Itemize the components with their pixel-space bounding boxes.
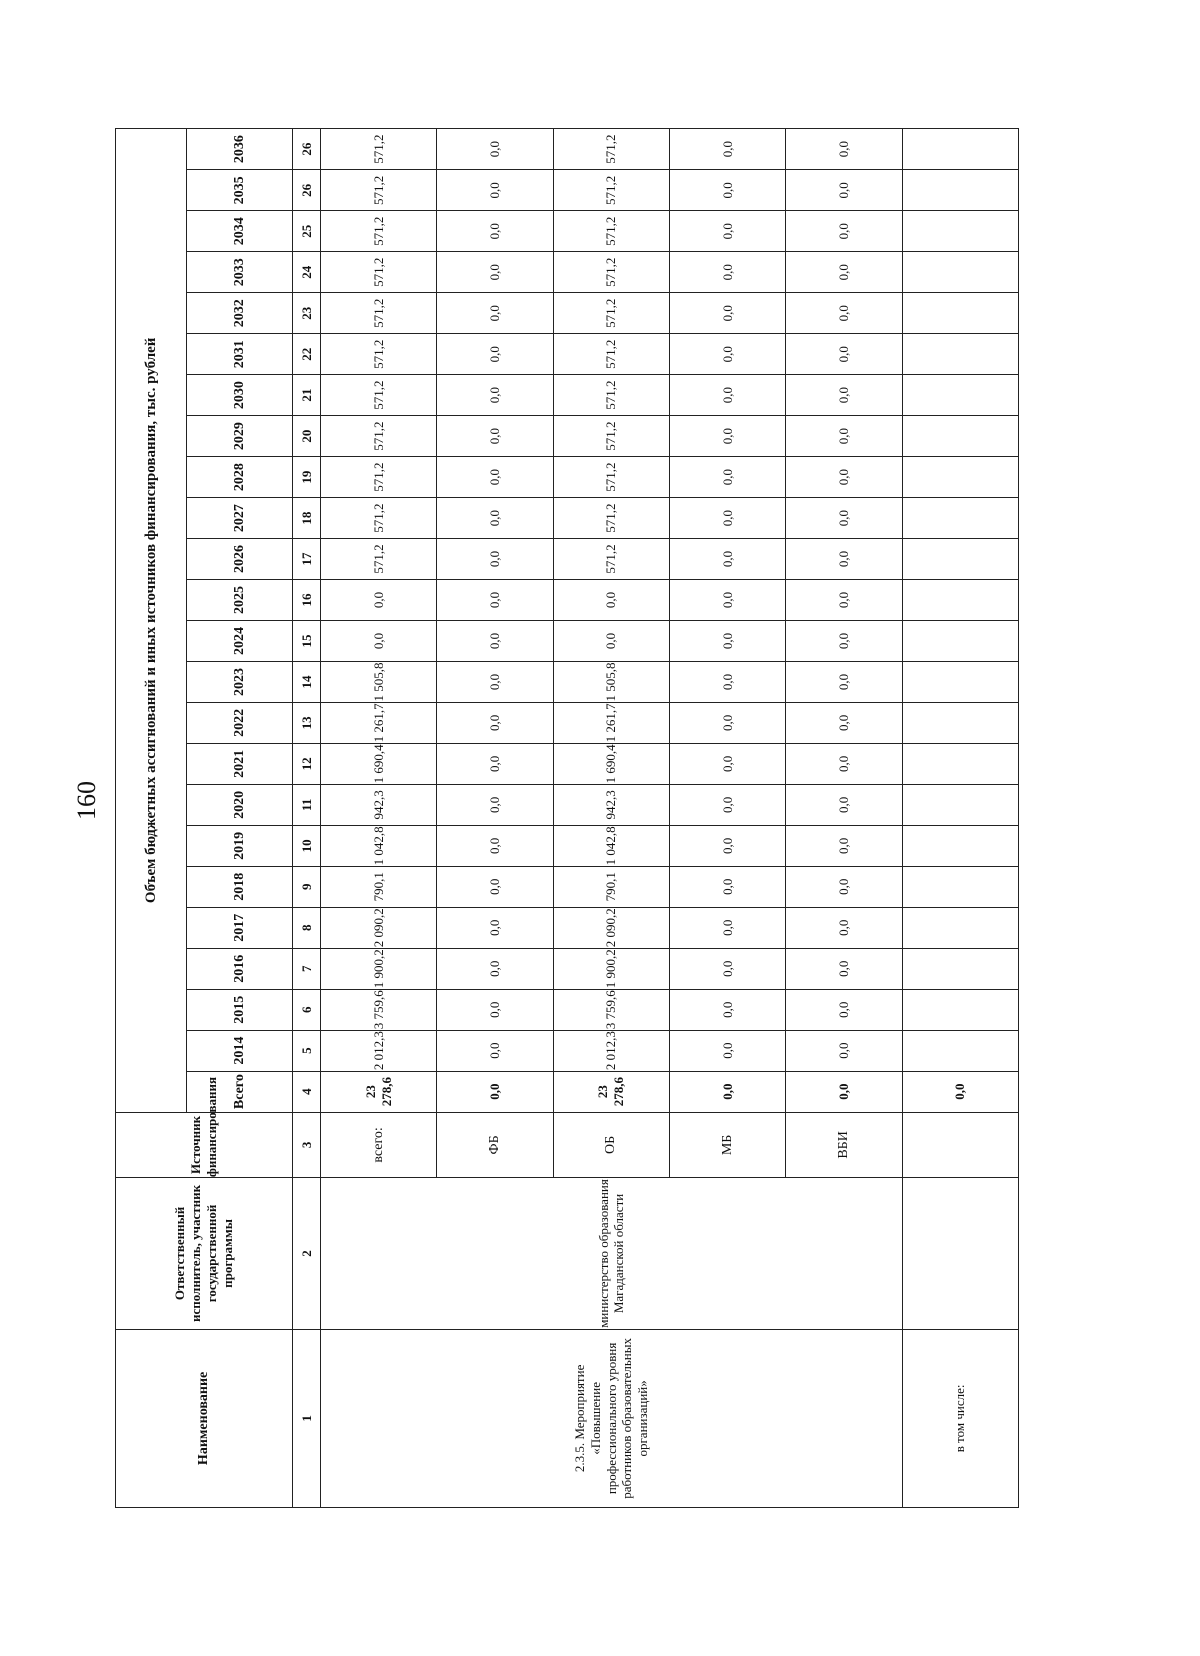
column-index: 6 xyxy=(293,989,321,1030)
header-total: Всего xyxy=(187,1071,293,1112)
value-cell: 0,0 xyxy=(669,129,785,170)
total-cell: 0,0 xyxy=(437,1071,553,1112)
value-cell: 0,0 xyxy=(786,170,902,211)
value-cell: 0,0 xyxy=(669,1030,785,1071)
value-cell: 0,0 xyxy=(669,416,785,457)
value-cell: 0,0 xyxy=(786,457,902,498)
value-cell: 1 505,8 xyxy=(321,661,437,702)
value-cell: 0,0 xyxy=(786,825,902,866)
empty-cell xyxy=(902,1112,1018,1178)
table-body xyxy=(321,129,1019,1508)
value-cell: 0,0 xyxy=(437,621,553,662)
empty-cell xyxy=(902,252,1018,293)
column-index: 12 xyxy=(293,743,321,784)
value-cell: 0,0 xyxy=(437,293,553,334)
header-year: 2019 xyxy=(187,825,293,866)
value-cell: 0,0 xyxy=(669,334,785,375)
source-cell: ОБ xyxy=(553,1112,669,1178)
header-year: 2033 xyxy=(187,252,293,293)
value-cell: 0,0 xyxy=(786,866,902,907)
value-cell: 0,0 xyxy=(437,989,553,1030)
empty-cell xyxy=(902,825,1018,866)
value-cell: 1 690,4 xyxy=(321,743,437,784)
column-index: 17 xyxy=(293,539,321,580)
value-cell: 0,0 xyxy=(321,621,437,662)
column-index: 11 xyxy=(293,784,321,825)
column-index: 4 xyxy=(293,1071,321,1112)
empty-cell xyxy=(902,457,1018,498)
value-cell: 571,2 xyxy=(553,252,669,293)
value-cell: 571,2 xyxy=(321,416,437,457)
value-cell: 0,0 xyxy=(786,907,902,948)
value-cell: 0,0 xyxy=(669,948,785,989)
empty-cell xyxy=(902,989,1018,1030)
empty-cell xyxy=(902,948,1018,989)
empty-cell xyxy=(902,539,1018,580)
value-cell: 571,2 xyxy=(553,170,669,211)
value-cell: 0,0 xyxy=(786,498,902,539)
value-cell: 0,0 xyxy=(437,129,553,170)
value-cell: 0,0 xyxy=(669,866,785,907)
value-cell: 1 900,2 xyxy=(321,948,437,989)
value-cell: 942,3 xyxy=(553,784,669,825)
value-cell: 942,3 xyxy=(321,784,437,825)
value-cell: 0,0 xyxy=(786,661,902,702)
value-cell: 0,0 xyxy=(437,1030,553,1071)
empty-cell xyxy=(902,702,1018,743)
value-cell: 0,0 xyxy=(786,948,902,989)
value-cell: 0,0 xyxy=(321,580,437,621)
empty-cell xyxy=(902,907,1018,948)
value-cell: 571,2 xyxy=(321,211,437,252)
empty-cell xyxy=(902,866,1018,907)
value-cell: 0,0 xyxy=(437,784,553,825)
measure-name: 2.3.5. Мероприятие «Повышение профессионального уровня работников образовательных организаций» xyxy=(321,1329,903,1507)
header-source: Источник финансирования xyxy=(116,1112,293,1178)
header-name: Наименование xyxy=(116,1329,293,1507)
column-index: 18 xyxy=(293,498,321,539)
value-cell: 0,0 xyxy=(437,334,553,375)
financing-table xyxy=(115,128,1019,1508)
value-cell: 0,0 xyxy=(669,252,785,293)
value-cell: 0,0 xyxy=(786,375,902,416)
value-cell: 0,0 xyxy=(669,170,785,211)
value-cell: 571,2 xyxy=(321,334,437,375)
value-cell: 571,2 xyxy=(321,293,437,334)
column-index: 22 xyxy=(293,334,321,375)
value-cell: 0,0 xyxy=(669,580,785,621)
header-year: 2034 xyxy=(187,211,293,252)
header-year: 2018 xyxy=(187,866,293,907)
value-cell: 1 690,4 xyxy=(553,743,669,784)
empty-cell xyxy=(902,498,1018,539)
value-cell: 0,0 xyxy=(437,702,553,743)
empty-cell xyxy=(902,661,1018,702)
value-cell: 571,2 xyxy=(553,334,669,375)
value-cell: 790,1 xyxy=(321,866,437,907)
value-cell: 0,0 xyxy=(669,702,785,743)
column-index: 7 xyxy=(293,948,321,989)
value-cell: 571,2 xyxy=(321,457,437,498)
value-cell: 0,0 xyxy=(786,293,902,334)
header-year: 2022 xyxy=(187,702,293,743)
value-cell: 0,0 xyxy=(437,866,553,907)
value-cell: 0,0 xyxy=(669,498,785,539)
header-year: 2020 xyxy=(187,784,293,825)
value-cell: 0,0 xyxy=(669,293,785,334)
value-cell: 0,0 xyxy=(437,539,553,580)
value-cell: 0,0 xyxy=(437,457,553,498)
value-cell: 571,2 xyxy=(553,539,669,580)
header-index-row xyxy=(293,129,321,1508)
column-index: 21 xyxy=(293,375,321,416)
header-year: 2035 xyxy=(187,170,293,211)
header-year: 2024 xyxy=(187,621,293,662)
header-year: 2028 xyxy=(187,457,293,498)
empty-cell xyxy=(902,1030,1018,1071)
column-index: 20 xyxy=(293,416,321,457)
value-cell: 0,0 xyxy=(786,1030,902,1071)
source-cell: ФБ xyxy=(437,1112,553,1178)
value-cell: 0,0 xyxy=(669,457,785,498)
value-cell: 0,0 xyxy=(786,702,902,743)
value-cell: 0,0 xyxy=(437,825,553,866)
value-cell: 571,2 xyxy=(553,375,669,416)
value-cell: 0,0 xyxy=(669,907,785,948)
value-cell: 0,0 xyxy=(669,989,785,1030)
value-cell: 1 261,7 xyxy=(553,702,669,743)
total-cell: 23 278,6 xyxy=(553,1071,669,1112)
value-cell: 2 090,2 xyxy=(321,907,437,948)
value-cell: 571,2 xyxy=(553,293,669,334)
header-year: 2026 xyxy=(187,539,293,580)
value-cell: 0,0 xyxy=(437,661,553,702)
column-index: 14 xyxy=(293,661,321,702)
column-index: 26 xyxy=(293,129,321,170)
table-row-subtotal xyxy=(902,129,1018,1508)
value-cell: 0,0 xyxy=(669,784,785,825)
empty-cell xyxy=(902,1178,1018,1330)
total-cell: 23 278,6 xyxy=(321,1071,437,1112)
empty-cell xyxy=(902,211,1018,252)
empty-cell xyxy=(902,375,1018,416)
value-cell: 571,2 xyxy=(553,457,669,498)
value-cell: 0,0 xyxy=(786,580,902,621)
header-year: 2032 xyxy=(187,293,293,334)
header-year: 2016 xyxy=(187,948,293,989)
value-cell: 571,2 xyxy=(553,416,669,457)
value-cell: 571,2 xyxy=(321,498,437,539)
value-cell: 571,2 xyxy=(321,252,437,293)
column-index: 1 xyxy=(293,1329,321,1507)
value-cell: 571,2 xyxy=(321,170,437,211)
value-cell: 1 261,7 xyxy=(321,702,437,743)
value-cell: 0,0 xyxy=(786,784,902,825)
value-cell: 0,0 xyxy=(669,375,785,416)
value-cell: 3 759,6 xyxy=(553,989,669,1030)
value-cell: 0,0 xyxy=(786,416,902,457)
column-index: 3 xyxy=(293,1112,321,1178)
value-cell: 0,0 xyxy=(669,539,785,580)
value-cell: 0,0 xyxy=(669,661,785,702)
empty-cell xyxy=(902,743,1018,784)
value-cell: 0,0 xyxy=(786,129,902,170)
value-cell: 0,0 xyxy=(437,252,553,293)
value-cell: 0,0 xyxy=(669,825,785,866)
header-year: 2015 xyxy=(187,989,293,1030)
value-cell: 0,0 xyxy=(437,743,553,784)
value-cell: 0,0 xyxy=(437,907,553,948)
value-cell: 3 759,6 xyxy=(321,989,437,1030)
column-index: 5 xyxy=(293,1030,321,1071)
value-cell: 790,1 xyxy=(553,866,669,907)
value-cell: 1 900,2 xyxy=(553,948,669,989)
value-cell: 0,0 xyxy=(786,211,902,252)
column-index: 13 xyxy=(293,702,321,743)
empty-cell xyxy=(902,621,1018,662)
column-index: 10 xyxy=(293,825,321,866)
header-row-1 xyxy=(116,129,187,1508)
header-year: 2023 xyxy=(187,661,293,702)
empty-cell xyxy=(902,580,1018,621)
column-index: 15 xyxy=(293,621,321,662)
value-cell: 0,0 xyxy=(786,539,902,580)
empty-cell xyxy=(902,293,1018,334)
value-cell: 0,0 xyxy=(669,743,785,784)
empty-cell xyxy=(902,784,1018,825)
value-cell: 0,0 xyxy=(553,621,669,662)
empty-cell xyxy=(902,334,1018,375)
value-cell: 2 012,3 xyxy=(553,1030,669,1071)
value-cell: 2 012,3 xyxy=(321,1030,437,1071)
column-index: 24 xyxy=(293,252,321,293)
value-cell: 571,2 xyxy=(321,375,437,416)
empty-cell xyxy=(902,129,1018,170)
column-index: 26 xyxy=(293,170,321,211)
value-cell: 571,2 xyxy=(321,129,437,170)
subrow-total: 0,0 xyxy=(902,1071,1018,1112)
header-year: 2017 xyxy=(187,907,293,948)
page-number-wrap xyxy=(70,760,110,840)
value-cell: 571,2 xyxy=(321,539,437,580)
page-number: 160 xyxy=(72,781,101,820)
value-cell: 1 042,8 xyxy=(321,825,437,866)
value-cell: 571,2 xyxy=(553,211,669,252)
header-year: 2030 xyxy=(187,375,293,416)
value-cell: 571,2 xyxy=(553,498,669,539)
source-cell: ВБИ xyxy=(786,1112,902,1178)
column-index: 9 xyxy=(293,866,321,907)
responsible-executor: министерство образования Магаданской области xyxy=(321,1178,903,1330)
header-volume: Объем бюджетных ассигнований и иных источников финансирования, тыс. рублей xyxy=(116,129,187,1113)
header-responsible: Ответственный исполнитель, участник государственной программы xyxy=(116,1178,293,1330)
value-cell: 571,2 xyxy=(553,129,669,170)
value-cell: 0,0 xyxy=(437,498,553,539)
value-cell: 0,0 xyxy=(786,989,902,1030)
value-cell: 0,0 xyxy=(437,416,553,457)
value-cell: 0,0 xyxy=(786,743,902,784)
header-year: 2025 xyxy=(187,580,293,621)
value-cell: 0,0 xyxy=(786,334,902,375)
column-index: 19 xyxy=(293,457,321,498)
header-year: 2036 xyxy=(187,129,293,170)
header-year: 2029 xyxy=(187,416,293,457)
source-cell: МБ xyxy=(669,1112,785,1178)
value-cell: 0,0 xyxy=(437,580,553,621)
value-cell: 0,0 xyxy=(786,252,902,293)
column-index: 8 xyxy=(293,907,321,948)
value-cell: 1 505,8 xyxy=(553,661,669,702)
column-index: 25 xyxy=(293,211,321,252)
header-year: 2014 xyxy=(187,1030,293,1071)
value-cell: 0,0 xyxy=(437,170,553,211)
value-cell: 0,0 xyxy=(669,621,785,662)
rotated-table-sheet xyxy=(115,128,1019,1508)
empty-cell xyxy=(902,416,1018,457)
header-year: 2021 xyxy=(187,743,293,784)
total-cell: 0,0 xyxy=(669,1071,785,1112)
column-index: 2 xyxy=(293,1178,321,1330)
value-cell: 0,0 xyxy=(437,948,553,989)
column-index: 16 xyxy=(293,580,321,621)
total-cell: 0,0 xyxy=(786,1071,902,1112)
header-year: 2027 xyxy=(187,498,293,539)
value-cell: 0,0 xyxy=(669,211,785,252)
subrow-label: в том числе: xyxy=(902,1329,1018,1507)
column-index: 23 xyxy=(293,293,321,334)
value-cell: 0,0 xyxy=(786,621,902,662)
value-cell: 0,0 xyxy=(437,211,553,252)
empty-cell xyxy=(902,170,1018,211)
header-year: 2031 xyxy=(187,334,293,375)
source-cell: всего: xyxy=(321,1112,437,1178)
value-cell: 2 090,2 xyxy=(553,907,669,948)
value-cell: 1 042,8 xyxy=(553,825,669,866)
value-cell: 0,0 xyxy=(437,375,553,416)
table-row xyxy=(321,129,437,1508)
value-cell: 0,0 xyxy=(553,580,669,621)
